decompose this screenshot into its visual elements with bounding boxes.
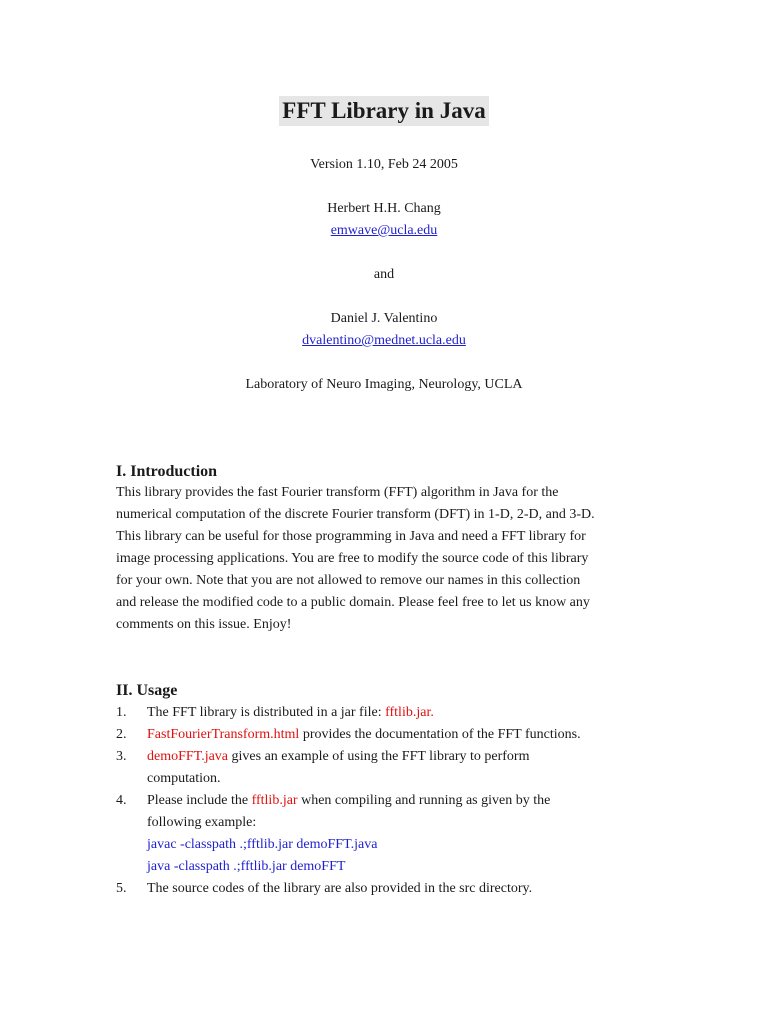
- jar-file-link[interactable]: fftlib.jar.: [385, 705, 434, 720]
- intro-paragraph: [116, 482, 656, 636]
- author2-name: Daniel J. Valentino: [330, 311, 438, 326]
- list-number: 2.: [116, 727, 127, 742]
- jar-file-link[interactable]: fftlib.jar: [251, 793, 298, 808]
- usage-item-2: [116, 724, 676, 746]
- item-text: when compiling and running as given by the: [297, 793, 551, 808]
- version-text: Version 1.10, Feb 24 2005: [310, 157, 458, 172]
- intro-line: image processing applications. You are free to modify the source code of this library: [116, 551, 589, 566]
- code-run-command: java -classpath .;fftlib.jar demoFFT: [147, 859, 346, 874]
- item-continuation: following example:: [147, 815, 257, 830]
- item-text: provides the documentation of the FFT functions.: [299, 727, 581, 742]
- intro-line: This library can be useful for those programming in Java and need a FFT library for: [116, 529, 586, 544]
- item-text: Please include the: [147, 793, 252, 808]
- page-title: FFT Library in Java: [279, 96, 488, 126]
- intro-line: comments on this issue. Enjoy!: [116, 617, 292, 632]
- title-wrap: [0, 96, 768, 126]
- affiliation-text: Laboratory of Neuro Imaging, Neurology, UCLA: [245, 377, 523, 392]
- usage-list: [116, 702, 676, 900]
- author1-name: Herbert H.H. Chang: [327, 201, 441, 216]
- item-continuation: computation.: [147, 771, 221, 786]
- list-number: 1.: [116, 705, 127, 720]
- and-text: and: [373, 267, 395, 282]
- code-compile-command: javac -classpath .;fftlib.jar demoFFT.java: [147, 837, 378, 852]
- intro-line: This library provides the fast Fourier transform (FFT) algorithm in Java for the: [116, 485, 559, 500]
- list-number: 5.: [116, 881, 127, 896]
- intro-line: for your own. Note that you are not allowed to remove our names in this collection: [116, 573, 581, 588]
- intro-heading: I. Introduction: [116, 463, 218, 480]
- intro-line: numerical computation of the discrete Fourier transform (DFT) in 1-D, 2-D, and 3-D.: [116, 507, 595, 522]
- item-text: The source codes of the library are also provided in the src directory.: [147, 881, 533, 896]
- usage-item-5: [116, 878, 676, 900]
- author1-email-line: [0, 221, 768, 241]
- item-text: The FFT library is distributed in a jar file:: [147, 705, 386, 720]
- item-text: gives an example of using the FFT library to perform: [228, 749, 530, 764]
- usage-heading: II. Usage: [116, 682, 178, 699]
- author2-email-line: [0, 331, 768, 351]
- usage-item-4: [116, 790, 676, 878]
- usage-item-1: [116, 702, 676, 724]
- list-number: 4.: [116, 793, 127, 808]
- list-number: 3.: [116, 749, 127, 764]
- intro-line: and release the modified code to a public domain. Please feel free to let us know any: [116, 595, 590, 610]
- author1-email-link[interactable]: emwave@ucla.edu: [330, 223, 438, 238]
- author2-email-link[interactable]: dvalentino@mednet.ucla.edu: [302, 333, 466, 348]
- usage-item-3: [116, 746, 676, 790]
- doc-file-link[interactable]: FastFourierTransform.html: [147, 727, 300, 742]
- demo-file-link[interactable]: demoFFT.java: [147, 749, 229, 764]
